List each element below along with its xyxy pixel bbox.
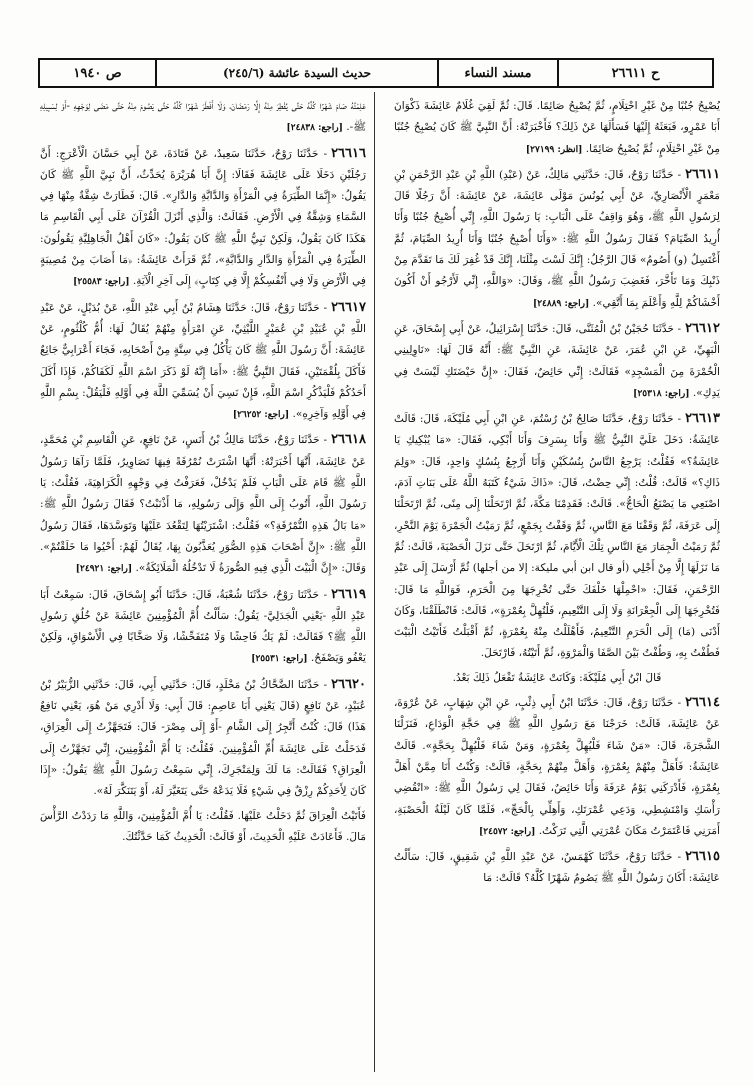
- hadith-text: - حَدَّثَنَا حُجَيْنُ بْنُ الْمُثَنَّى، قَالَ: حَدَّثَنَا إِسْرَائِيلُ، عَنْ أَبِي إِسْحَاقَ، عَنِ الْبَهِيِّ، عَنِ ابْنِ عُمَرَ، عَنْ عَائِشَةَ، عَنِ النَّبِيِّ ﷺ: أَنَّهُ قَالَ لَهَا: «نَاوِلِينِي الْخُمْرَةَ مِنَ الْمَسْجِدِ» فَقَالَتْ: إِنِّي حَائِضٌ، فَقَالَ: «إِنَّ حَيْضَتَكِ لَيْسَتْ فِي يَدِكِ».: [394, 322, 720, 399]
- hadith-paragraph: [40, 96, 366, 140]
- page-header: [38, 58, 714, 88]
- hadith-number-label: ٢٦٦١٥: [685, 849, 720, 865]
- hadith-number-label: ٢٦٦١٨: [331, 432, 366, 448]
- hadith-number-label: ٢٦٦١٤: [685, 695, 720, 711]
- cross-reference: [راجع: ٢٥٥٣١]: [251, 654, 308, 665]
- hadith-number-label: ٢٦٦١٦: [331, 145, 366, 161]
- hadith-text: - حَدَّثَنَا رَوْحٌ، قَالَ: حَدَّثَنَا ابْنُ أَبِي ذِئْبٍ، عَنِ ابْنِ شِهَابٍ، عَنْ عُرْوَةَ، عَنْ عَائِشَةَ، قَالَتْ: خَرَجْنَا مَعَ رَسُولِ اللَّهِ ﷺ فِي حَجَّةِ الْوَدَاعِ، فَنَزَلْنَا الشَّجَرَةَ، قَالَ: «مَنْ شَاءَ فَلْيُهِلَّ بِعُمْرَةٍ، وَمَنْ شَاءَ فَلْيُهِلَّ بِحَجَّةٍ». قَالَتْ عَائِشَةُ: فَأَهَلَّ مِنْهُمْ بِعُمْرَةٍ، وَأَهَلَّ مِنْهُمْ بِحَجَّةٍ، قَالَتْ: وَكُنْتُ أَنَا مِمَّنْ أَهَلَّ بِعُمْرَةٍ، فَأَدْرَكَنِي يَوْمُ عَرَفَةَ وَأَنَا حَائِضٌ، فَقَالَ لِي رَسُولُ اللَّهِ ﷺ: «انْقُضِي رَأْسَكِ وَامْتَشِطِي، وَدَعِي عُمْرَتَكِ، وَأَهِلِّي بِالْحَجِّ»، فَلَمَّا كَانَ لَيْلَةُ الْحَصْبَةِ، أَمَرَنِي فَاعْتَمَرْتُ مَكَانَ عُمْرَتِي الَّتِي تَرَكْتُ.: [394, 697, 720, 837]
- hadith-paragraph: [40, 297, 366, 427]
- cross-reference: [راجع: ٢٤٨٣٨]: [286, 123, 343, 134]
- column-divider: [374, 92, 375, 1072]
- hadith-number-label: ٢٦٦١٩: [331, 586, 366, 602]
- hadith-paragraph: [394, 318, 720, 405]
- cross-reference: [راجع: ٢٦٢٥٢]: [232, 410, 290, 421]
- hadith-number: ح ٢٦٦١١: [557, 60, 712, 86]
- cross-reference: [انظر: ٢٧١٩٩]: [525, 144, 583, 155]
- hadith-paragraph: [40, 674, 366, 803]
- hadith-number-label: ٢٦٦٢٠: [331, 676, 366, 692]
- hadith-paragraph: [40, 429, 366, 580]
- hadith-paragraph: [394, 692, 720, 843]
- hadith-text: - حَدَّثَنَا رَوْحٌ، حَدَّثَنَا مَالِكُ بْنُ أَنَسٍ، عَنْ نَافِعٍ، عَنِ الْقَاسِمِ بْنِ مُحَمَّدٍ، عَنْ عَائِشَةَ، أَنَّهَا أَخْبَرَتْهُ: أَنَّهَا اشْتَرَتْ نُمْرُقَةً فِيهَا تَصَاوِيرُ، فَلَمَّا رَآهَا رَسُولُ اللَّهِ ﷺ قَامَ عَلَى الْبَابِ فَلَمْ يَدْخُلْ، فَعَرَفْتُ فِي وَجْهِهِ الْكَرَاهِيَةَ، فَقُلْتُ: يَا رَسُولَ اللَّهِ، أَتُوبُ إِلَى اللَّهِ وَإِلَى رَسُولِهِ، مَا أَذْنَبْتُ؟ فَقَالَ رَسُولُ اللَّهِ ﷺ: «مَا بَالُ هَذِهِ النُّمْرُقَةِ؟» فَقُلْتُ: اشْتَرَيْتُهَا لِتَقْعُدَ عَلَيْهَا وَتَوَسَّدَهَا، فَقَالَ رَسُولُ اللَّهِ ﷺ: «إِنَّ أَصْحَابَ هَذِهِ الصُّوَرِ يُعَذَّبُونَ بِهَا، يُقَالُ لَهُمْ: أَحْيُوا مَا خَلَقْتُمْ». وَقَالَ: «إِنَّ الْبَيْتَ الَّذِي فِيهِ الصُّورَةُ لَا تَدْخُلُهُ الْمَلَائِكَةُ».: [40, 434, 366, 575]
- hadith-paragraph: [394, 668, 720, 689]
- hadith-text: - حَدَّثَنَا الضَّحَّاكُ بْنُ مَخْلَدٍ، قَالَ: حَدَّثَنِي أَبِي، قَالَ: حَدَّثَنِي الزُّبَيْرُ بْنُ عُبَيْدٍ، عَنْ نَافِعٍ (قَالَ يَعْنِي أَبَا عَاصِمٍ: قَالَ أَبِي: وَلَا أَدْرِي مَنْ هُوَ، يَعْنِي نَافِعٌ هَذَا) قَالَ: كُنْتُ أَتَّجِرُ إِلَى الشَّامِ -أَوْ إِلَى مِصْرَ- قَالَ: فَتَجَهَّزْتُ إِلَى الْعِرَاقِ، فَدَخَلْتُ عَلَى عَائِشَةَ أُمِّ الْمُؤْمِنِينَ. فَقُلْتُ: يَا أُمَّ الْمُؤْمِنِينَ، إِنِّي تَجَهَّزْتُ إِلَى الْعِرَاقِ؟ فَقَالَتْ: مَا لَكَ وَلِمَتْجَرِكَ، إِنِّي سَمِعْتُ رَسُولَ اللَّهِ ﷺ يَقُولُ: «إِذَا كَانَ لِأَحَدِكُمْ رِزْقٌ فِي شَيْءٍ فَلَا يَدَعْهُ حَتَّى يَتَغَيَّرَ لَهُ، أَوْ يَتَنَكَّرَ لَهُ».: [40, 678, 366, 798]
- hadith-number-label: ٢٦٦١١: [685, 166, 720, 182]
- cross-reference: [راجع: ٢٤٨٨٩]: [532, 298, 590, 309]
- right-column: [394, 96, 720, 1076]
- cross-reference: [راجع: ٢٤٩٢١]: [75, 564, 133, 575]
- hadith-number-label: ٢٦٦١٧: [331, 299, 366, 315]
- hadith-text: - حَدَّثَنَا رَوْحٌ، قَالَ: حَدَّثَنِي مَالِكٌ، عَنْ (عَبْدِ) اللَّهِ بْنِ عَبْدِ الرَّحْمَنِ بْنِ مَعْمَرٍ الْأَنْصَارِيِّ، عَنْ أَبِي يُونُسَ مَوْلَى عَائِشَةَ، عَنْ عَائِشَةَ: أَنَّ رَجُلًا قَالَ لِرَسُولِ اللَّهِ ﷺ، وَهُوَ وَاقِفٌ عَلَى الْبَابِ: يَا رَسُولَ اللَّهِ، إِنِّي أُصْبِحُ جُنُبًا وَأَنَا أُرِيدُ الصِّيَامَ؟ فَقَالَ رَسُولُ اللَّهِ ﷺ: «وَأَنَا أُصْبِحُ جُنُبًا وَأَنَا أُرِيدُ الصِّيَامَ، ثُمَّ أَغْتَسِلُ (و) أَصُومُ» قَالَ الرَّجُلُ: إِنَّكَ لَسْتَ مِثْلَنَا، إِنَّكَ قَدْ غُفِرَ لَكَ مَا تَقَدَّمَ مِنْ ذَنْبِكَ وَمَا تَأَخَّرَ، فَغَضِبَ رَسُولُ اللَّهِ ﷺ، وَقَالَ: «وَاللَّهِ، إِنِّي لَأَرْجُو أَنْ أَكُونَ أَخْشَاكُمْ لِلَّهِ وَأَعْلَمَ بِمَا أَتَّقِي».: [394, 168, 720, 309]
- hadith-text: يُصْبِحُ جُنُبًا مِنْ غَيْرِ احْتِلَامٍ، ثُمَّ يُصْبِحُ صَائِمًا. قَالَ: ثُمَّ لَقِيَ غُلَامٌ عَائِشَةَ ذَكْوَانَ أَبَا عَمْرٍو، فَبَعَثَهُ إِلَيْهَا فَسَأَلَهَا عَنْ ذَلِكَ؟ فَأَخْبَرَتْهُ: أَنَّ النَّبِيَّ ﷺ كَانَ يُصْبِحُ جُنُبًا مِنْ غَيْرِ احْتِلَامٍ، ثُمَّ يُصْبِحُ صَائِمًا.: [394, 100, 720, 155]
- hadith-text: فَأَتَيْتُ الْعِرَاقَ ثُمَّ دَخَلْتُ عَلَيْهَا. فَقُلْتُ: يَا أُمَّ الْمُؤْمِنِينَ، وَاللَّهِ مَا رَدَدْتُ الرَّأْسَ مَالَ. فَأَعَادَتْ عَلَيْهِ الْحَدِيثَ، أَوْ قَالَتْ: الْحَدِيثُ كَمَا حَدَّثْتُكَ.: [40, 809, 366, 843]
- hadith-paragraph: [40, 806, 366, 849]
- hadith-text: - حَدَّثَنَا رَوْحٌ، قَالَ: حَدَّثَنَا هِشَامُ بْنُ أَبِي عَبْدِ اللَّهِ، عَنْ بُدَيْلٍ، عَنْ عَبْدِ اللَّهِ بْنِ عُبَيْدِ بْنِ عُمَيْرٍ اللَّيْثِيِّ، عَنِ امْرَأَةٍ مِنْهُمْ يُقَالُ لَهَا: أُمُّ كُلْثُومٍ، عَنْ عَائِشَةَ: أَنَّ رَسُولَ اللَّهِ ﷺ كَانَ يَأْكُلُ فِي سِتَّةٍ مِنْ أَصْحَابِهِ، فَجَاءَ أَعْرَابِيٌّ جَائِعٌ فَأَكَلَ بِلُقْمَتَيْنِ، فَقَالَ النَّبِيُّ ﷺ: «أَمَا إِنَّهُ لَوْ ذَكَرَ اسْمَ اللَّهِ لَكَفَاكُمْ، فَإِذَا أَكَلَ أَحَدُكُمْ فَلْيَذْكُرِ اسْمَ اللَّهِ، فَإِنْ نَسِيَ أَنْ يُسَمِّيَ اللَّهَ فِي أَوَّلِهِ فَلْيَقُلْ: بِسْمِ اللَّهِ فِي أَوَّلِهِ وَآخِرِهِ».: [40, 301, 366, 421]
- cross-reference: [راجع: ٢٥٥٨٣]: [73, 277, 130, 288]
- hadith-text: - حَدَّثَنَا رَوْحٌ، حَدَّثَنَا صَالِحُ بْنُ رُسْتُمَ، عَنِ ابْنِ أَبِي مُلَيْكَةَ، قَالَ: قَالَتْ عَائِشَةُ: دَخَلَ عَلَيَّ النَّبِيُّ ﷺ وَأَنَا بِسَرِفَ وَأَنَا أَبْكِي، فَقَالَ: «مَا يُبْكِيكِ يَا عَائِشَةُ؟» فَقُلْتُ: يَرْجِعُ النَّاسُ بِنُسُكَيْنِ وَأَنَا أَرْجِعُ بِنُسُكٍ وَاحِدٍ، قَالَ: «وَلِمَ ذَاكِ؟» قَالَتْ: قُلْتُ: إِنِّي حِضْتُ، قَالَ: «ذَاكَ شَيْءٌ كَتَبَهُ اللَّهُ عَلَى بَنَاتِ آدَمَ، اصْنَعِي مَا يَصْنَعُ الْحَاجُّ». قَالَتْ: فَقَدِمْنَا مَكَّةَ، ثُمَّ ارْتَحَلْنَا إِلَى مِنًى، ثُمَّ ارْتَحَلْنَا إِلَى عَرَفَةَ، ثُمَّ وَقَفْنَا مَعَ النَّاسِ، ثُمَّ وَقَفْتُ بِجَمْعٍ، ثُمَّ رَمَيْتُ الْجَمْرَةَ يَوْمَ النَّحْرِ، ثُمَّ رَمَيْتُ الْجِمَارَ مَعَ النَّاسِ تِلْكَ الْأَيَّامَ، ثُمَّ ارْتَحَلَ حَتَّى نَزَلَ الْحَصْبَةَ، قَالَتْ: ثُمَّ مَا نَزَلَهَا إِلَّا مِنْ أَجْلِي (أو قال ابن أبي مليكة: إلا من أجلها) ثُمَّ أَرْسَلَ إِلَى عَبْدِ الرَّحْمَنِ، فَقَالَ: «احْمِلْهَا خَلْفَكَ حَتَّى تُخْرِجَهَا مِنَ الْحَرَمِ، فَوَاللَّهِ مَا قَالَ: فَتُخْرِجَهَا إِلَى الْجِعْرَانَةِ وَلَا إِلَى التَّنْعِيمِ، فَلْتُهِلَّ بِعُمْرَةٍ»، قَالَتْ: فَانْطَلَقْنَا، وَكَانَ أَدْنَى (مَا) إِلَى الْحَرَمِ التَّنْعِيمُ، فَأَهْلَلْتُ مِنْهُ بِعُمْرَةٍ، ثُمَّ أَقْبَلْتُ فَأَتَيْتُ الْبَيْتَ فَطُفْتُ بِهِ، وَطُفْتُ بَيْنَ الصَّفَا وَالْمَرْوَةِ، ثُمَّ أَتَيْتُهُ، فَارْتَحَلَ.: [394, 413, 720, 660]
- hadith-text: عَلِمْتُهُ صَامَ شَهْرًا كُلَّهُ حَتَّى يُفْطِرَ مِنْهُ إِلَّا رَمَضَانَ، وَلَا أَفْطَرَ شَهْرًا كُلَّهُ حَتَّى يَصُومَ مِنْهُ حَتَّى مَضَى لِوَجْهِهِ -أَوْ لِسَبِيلِهِ ﷺ-.: [40, 100, 366, 134]
- cross-reference: [راجع: ٢٥٣١٨]: [633, 388, 690, 399]
- page-number: ص ١٩٤٠: [73, 65, 122, 81]
- hadith-paragraph: [40, 584, 366, 671]
- hadith-paragraph: [394, 96, 720, 161]
- hadith-paragraph: [394, 846, 720, 890]
- hadith-paragraph: [40, 143, 366, 294]
- book-title: مسند النساء: [437, 60, 557, 86]
- hadith-number-label: ٢٦٦١٣: [685, 411, 720, 427]
- cross-reference: [راجع: ٢٤٥٧٢]: [479, 826, 536, 837]
- hadith-paragraph: [394, 408, 720, 665]
- hadith-text: - حَدَّثَنَا رَوْحٌ، حَدَّثَنَا كَهْمَسٌ، عَنْ عَبْدِ اللَّهِ بْنِ شَقِيقٍ، قَالَ: سَأَلْتُ عَائِشَةَ: أَكَانَ رَسُولُ اللَّهِ ﷺ يَصُومُ شَهْرًا كُلَّهُ؟ قَالَتْ: مَا: [394, 851, 720, 885]
- hadith-number-label: ٢٦٦١٢: [685, 320, 720, 336]
- hadith-text: قَالَ ابْنُ أَبِي مُلَيْكَةَ: وَكَانَتْ عَائِشَةُ تَفْعَلُ ذَلِكَ بَعْدُ.: [452, 671, 662, 684]
- hadith-title: حديث السيدة عائشة (٢٤٥/٦): [155, 60, 437, 86]
- hadith-text: - حَدَّثَنَا رَوْحٌ، حَدَّثَنَا شُعْبَةُ، قَالَ: حَدَّثَنَا أَبُو إِسْحَاقَ، قَالَ: سَمِعْتُ أَبَا عَبْدِ اللَّهِ -يَعْنِي الْجَدَلِيَّ- يَقُولُ: سَأَلْتُ أُمَّ الْمُؤْمِنِينَ عَائِشَةَ عَنْ خُلُقِ رَسُولِ اللَّهِ ﷺ؟ فَقَالَتْ: لَمْ يَكُ فَاحِشًا وَلَا مُتَفَحِّشًا، وَلَا صَخَّابًا فِي الْأَسْوَاقِ، وَلَكِنْ يَعْفُو وَيَصْفَحُ.: [40, 588, 366, 665]
- hadith-paragraph: [394, 164, 720, 315]
- left-column: [40, 96, 366, 1076]
- hadith-text: - حَدَّثَنَا رَوْحٌ، حَدَّثَنَا سَعِيدٌ، عَنْ قَتَادَةَ، عَنْ أَبِي حَسَّانَ الْأَعْرَجِ: أَنَّ رَجُلَيْنِ دَخَلَا عَلَى عَائِشَةَ فَقَالَا: إِنَّ أَبَا هُرَيْرَةَ يُحَدِّثُ، أَنَّ نَبِيَّ اللَّهِ ﷺ كَانَ يَقُولُ: «إِنَّمَا الطِّيَرَةُ فِي الْمَرْأَةِ وَالدَّابَّةِ وَالدَّارِ». قَالَ: فَطَارَتْ شِقَّةٌ مِنْهَا فِي السَّمَاءِ وَشِقَّةٌ فِي الْأَرْضِ. فَقَالَتْ: وَالَّذِي أَنْزَلَ الْقُرْآنَ عَلَى أَبِي الْقَاسِمِ مَا هَكَذَا كَانَ يَقُولُ، وَلَكِنْ نَبِيُّ اللَّهِ ﷺ كَانَ يَقُولُ: «كَانَ أَهْلُ الْجَاهِلِيَّةِ يَقُولُونَ: الطِّيَرَةُ فِي الْمَرْأَةِ وَالدَّارِ وَالدَّابَّةِ»، ثُمَّ قَرَأَتْ عَائِشَةُ: ﴿مَا أَصَابَ مِنْ مُصِيبَةٍ فِي الْأَرْضِ وَلَا فِي أَنْفُسِكُمْ إِلَّا فِي كِتَابٍ﴾ إِلَى آخِرِ الْآيَةِ.: [40, 147, 366, 288]
